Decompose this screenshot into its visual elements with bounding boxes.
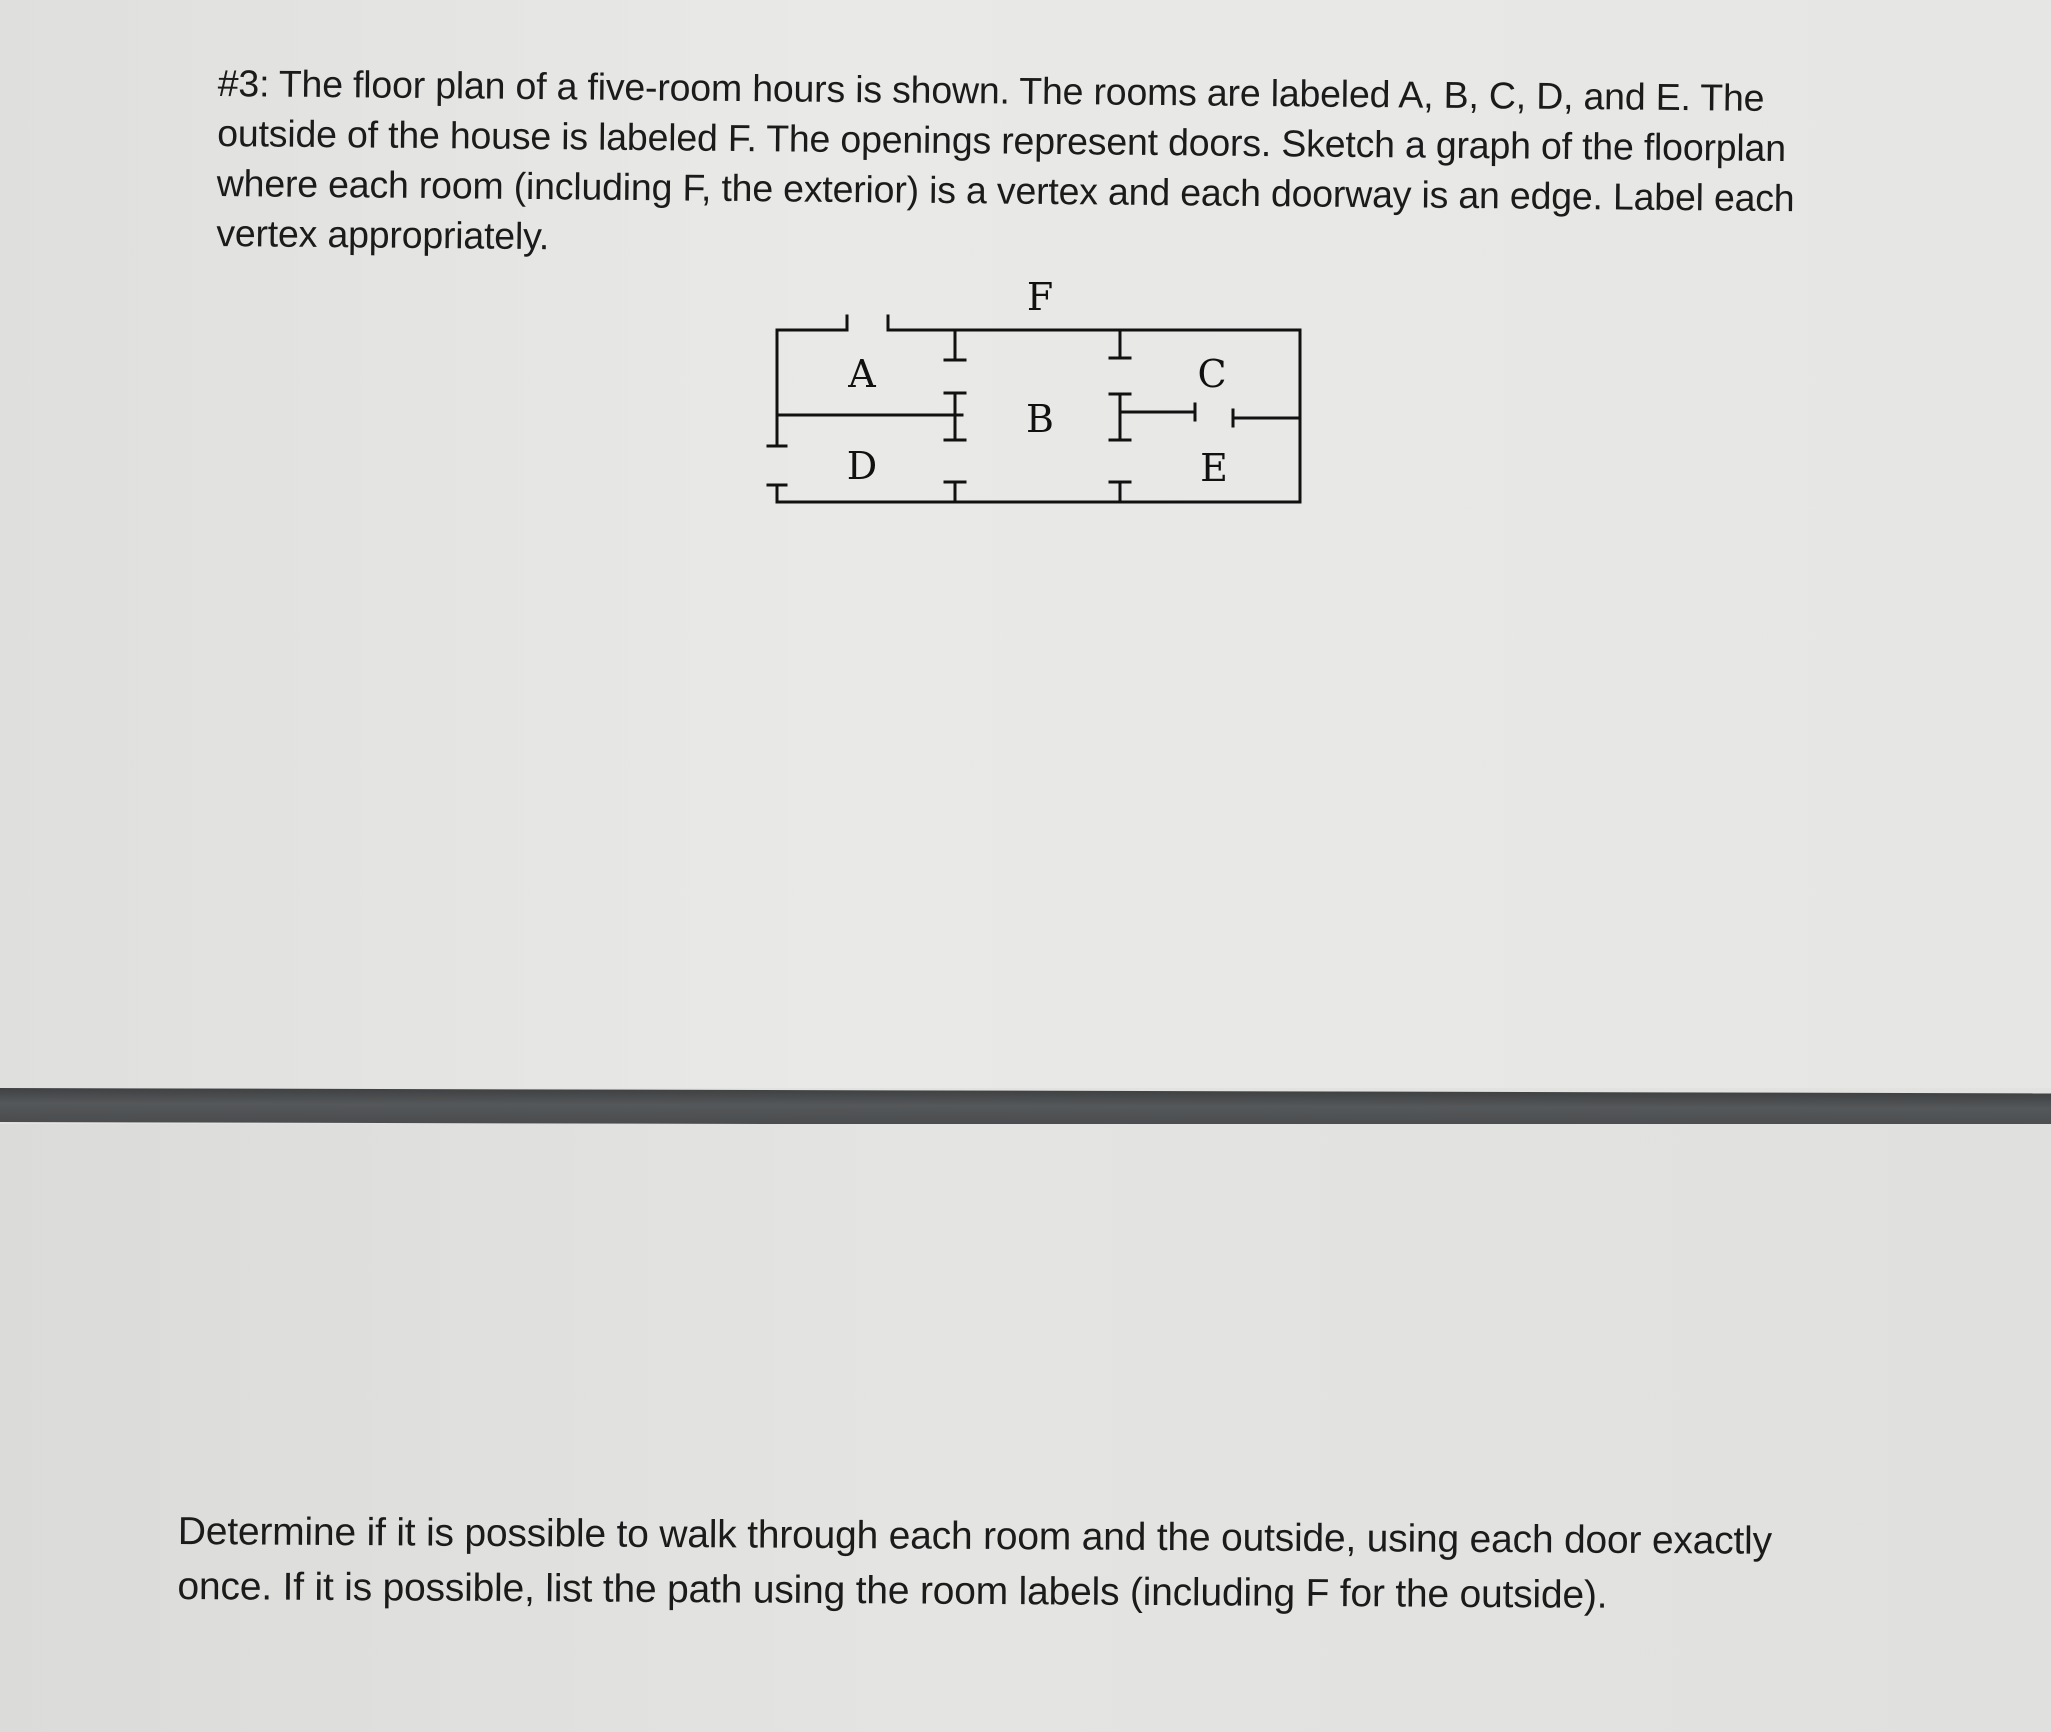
- panel-divider: [0, 1088, 2051, 1127]
- problem-question: Determine if it is possible to walk through each room and the outside, using each door exactly once. If it is possible, list the path using the room labels (including F for the outside).: [177, 1509, 1773, 1617]
- label-room-d: D: [846, 444, 878, 488]
- label-room-a: A: [848, 352, 876, 396]
- label-room-c: C: [1197, 352, 1227, 396]
- floor-plan-diagram: [740, 262, 1320, 522]
- problem-prompt: #3: The floor plan of a five-room hours is shown. The rooms are labeled A, B, C, D, and E. The outside of the house is labeled F. The openings represent doors. Sketch a graph of the floorplan where each room (including F, the exterior) is a vertex and each doorway is an edge. Label each vertex appropriately.: [216, 61, 1795, 258]
- label-room-b: B: [1026, 397, 1054, 441]
- label-room-e: E: [1200, 446, 1228, 490]
- label-outside-f: F: [1026, 275, 1054, 319]
- right-partition: [1110, 330, 1195, 502]
- bottom-panel: [0, 1124, 2051, 1732]
